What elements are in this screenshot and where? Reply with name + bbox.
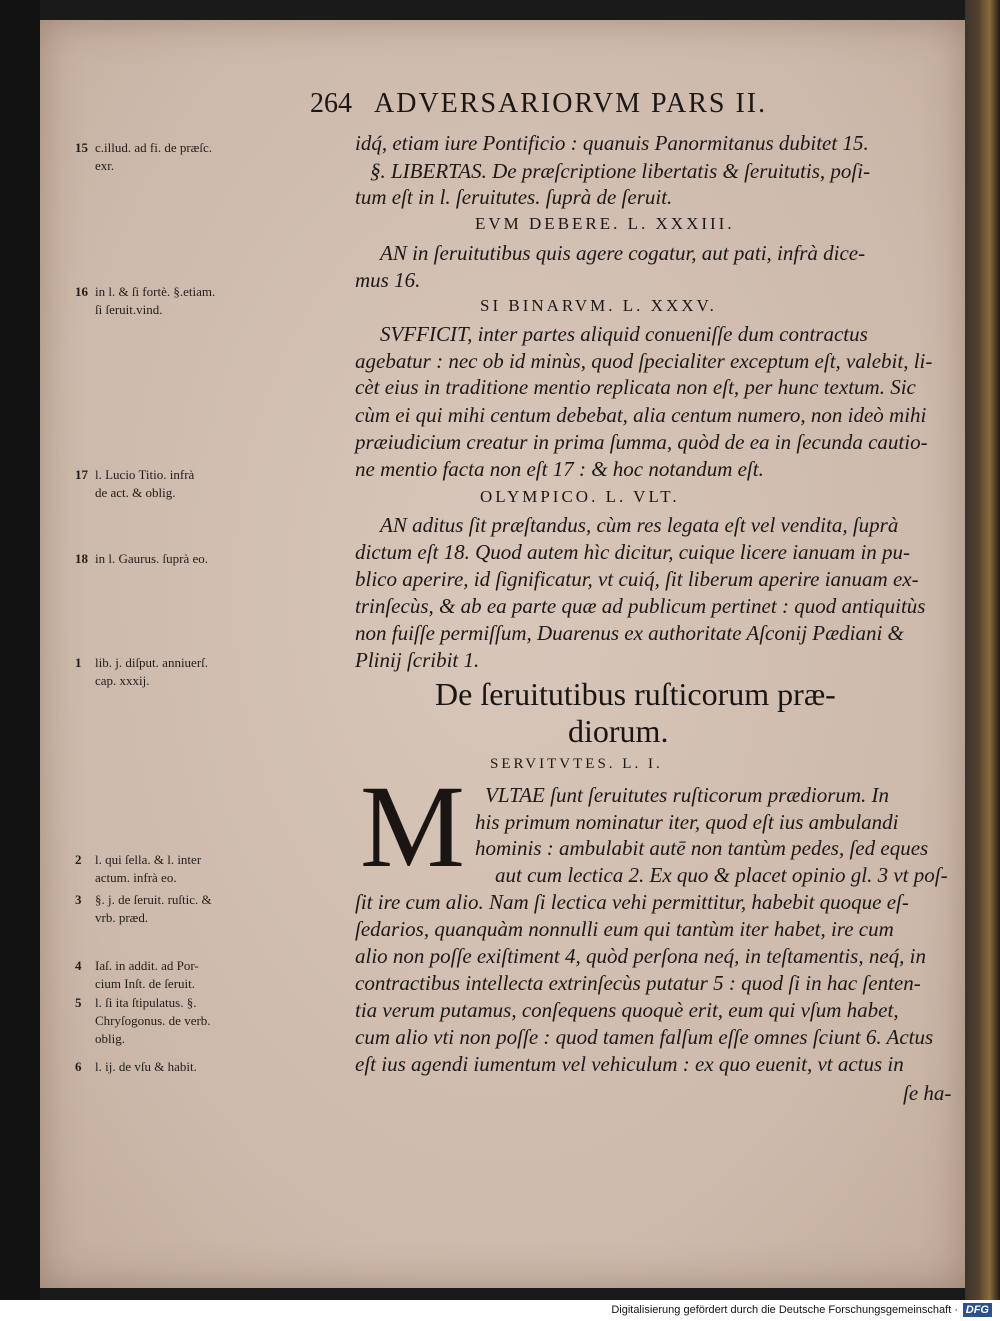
section-title-line-1: De ſeruitutibus ruſticorum præ- <box>435 676 836 712</box>
margin-note <box>75 655 208 671</box>
margin-note <box>95 673 150 689</box>
note-text: l. Lucio Titio. infrà <box>95 467 195 482</box>
text-line: mus 16. <box>355 268 421 292</box>
margin-note <box>75 892 212 908</box>
note-text: in l. Gaurus. ſuprà eo. <box>95 551 209 566</box>
note-text: actum. infrà eo. <box>95 870 177 885</box>
text-line: hominis : ambulabit autē non tantùm pedes, ſed eques <box>475 836 929 860</box>
note-text: c.illud. ad fi. de præſc. <box>95 140 212 155</box>
running-head <box>310 88 910 120</box>
funding-credit: Digitalisierung gefördert durch die Deutsche Forschungsgemeinschaft · <box>611 1304 958 1316</box>
margin-note <box>75 467 194 483</box>
text-line: §. LIBERTAS. De præſcriptione libertatis & ſeruitutis, poſi- <box>370 159 871 183</box>
note-text: ſi ſeruit.vind. <box>95 302 163 317</box>
note-text: §. j. de ſeruit. ruſtic. & <box>95 892 212 907</box>
text-line: idq́, etiam iure Pontificio : quanuis Panormitanus dubitet 15. <box>355 131 869 155</box>
text-line: tia verum putamus, conſequens quoquè erit, eum qui vſum habet, <box>355 998 899 1022</box>
book-spine-edge <box>965 0 1000 1300</box>
text-line: aut cum lectica 2. Ex quo & placet opinio gl. 3 vt poſ- <box>495 863 948 887</box>
margin-note <box>75 995 196 1011</box>
text-line: non fuiſſe permiſſum, Duarenus ex authoritate Aſconij Pædiani & <box>355 621 904 645</box>
text-line: AN aditus ſit præſtandus, cùm res legata eſt vel vendita, ſuprà <box>380 513 899 537</box>
text-line: alio non poſſe exiſtiment 4, quòd perſona neq́, in teſtamentis, neq́, in <box>355 944 926 968</box>
note-text: exr. <box>95 158 115 173</box>
note-text: vrb. præd. <box>95 910 149 925</box>
text-line: tum eſt in l. ſeruitutes. ſuprà de ſeruit. <box>355 185 673 209</box>
note-text: lib. j. diſput. anniuerſ. <box>95 655 209 670</box>
text-line: præiudicium creatur in prima ſumma, quòd de ea in ſecunda cautio- <box>355 430 928 454</box>
note-number: 5 <box>75 995 82 1010</box>
margin-note <box>95 976 195 992</box>
margin-note <box>75 958 199 974</box>
note-text: Iaſ. in addit. ad Por- <box>95 958 199 973</box>
note-text: l. qui ſella. & l. inter <box>95 852 202 867</box>
note-number: 6 <box>75 1059 82 1074</box>
law-heading: OLYMPICO. L. VLT. <box>480 487 680 506</box>
text-line: cùm ei qui mihi centum debebat, alia centum numero, non ideò mihi <box>355 403 927 427</box>
text-line: agebatur : nec ob id minùs, quod ſpecialiter exceptum eſt, valebit, li- <box>355 349 933 373</box>
text-line: ne mentio facta non eſt 17 : & hoc notandum eſt. <box>355 457 764 481</box>
note-text: in l. & ſi fortè. §.etiam. <box>95 284 216 299</box>
note-text: l. ſi ita ſtipulatus. §. <box>95 995 197 1010</box>
text-line: ſit ire cum alio. Nam ſi lectica vehi permittitur, habebit quoque eſ- <box>355 890 909 914</box>
margin-note <box>95 870 177 886</box>
text-line: SVFFICIT, inter partes aliquid conueniſſe dum contractus <box>380 322 868 346</box>
law-heading: EVM DEBERE. L. XXXIII. <box>475 214 735 233</box>
note-number: 15 <box>75 140 88 155</box>
margin-note <box>95 1031 125 1047</box>
dfg-logo: DFG <box>963 1303 992 1317</box>
margin-note <box>75 551 208 567</box>
text-line: trinſecùs, & ab ea parte quæ ad publicum pertinet : quod antiquitùs <box>355 594 926 618</box>
text-line: cum alio vti non poſſe : quod tamen falſum eſſe omnes ſciunt 6. Actus <box>355 1025 934 1049</box>
note-number: 1 <box>75 655 82 670</box>
note-number: 17 <box>75 467 88 482</box>
margin-note <box>95 1013 211 1029</box>
text-line: his primum nominatur iter, quod eſt ius ambulandi <box>475 810 899 834</box>
margin-note <box>95 302 163 318</box>
drop-cap-initial: M <box>360 761 465 892</box>
note-number: 16 <box>75 284 88 299</box>
section-title-line-2: diorum. <box>568 713 669 749</box>
margin-note <box>75 1059 197 1075</box>
text-line: blico aperire, id ſignificatur, vt cuiq́, ſit liberum aperire ianuam ex- <box>355 567 919 591</box>
margin-note <box>75 140 212 156</box>
text-line: ſedarios, quanquàm nonnulli eum qui tantùm iter habet, ire cum <box>355 917 894 941</box>
catchword: ſe ha- <box>903 1081 952 1105</box>
note-text: l. ij. de vſu & habit. <box>95 1059 197 1074</box>
law-heading: SERVITVTES. L. I. <box>490 756 663 772</box>
note-number: 2 <box>75 852 82 867</box>
text-line: AN in ſeruitutibus quis agere cogatur, aut pati, infrà dice- <box>380 241 866 265</box>
text-line: contractibus intellecta extrinſecùs putatur 5 : quod ſi in hac ſenten- <box>355 971 921 995</box>
note-text: cap. xxxij. <box>95 673 150 688</box>
margin-note <box>75 284 215 300</box>
text-line: cèt eius in traditione mentio replicata non eſt, per hunc textum. Sic <box>355 375 916 399</box>
running-title: ADVERSARIORVM PARS II. <box>374 88 768 119</box>
margin-note <box>95 910 148 926</box>
margin-note <box>95 158 114 174</box>
text-line: eſt ius agendi iumentum vel vehiculum : ex quo euenit, vt actus in <box>355 1052 904 1076</box>
page-number: 264 <box>310 88 352 119</box>
note-text: de act. & oblig. <box>95 485 176 500</box>
scan-left-edge <box>0 0 40 1300</box>
note-number: 3 <box>75 892 82 907</box>
note-number: 18 <box>75 551 88 566</box>
margin-note <box>95 485 176 501</box>
note-text: oblig. <box>95 1031 125 1046</box>
text-line: dictum eſt 18. Quod autem hìc dicitur, cuique licere ianuam in pu- <box>355 540 911 564</box>
margin-note <box>75 852 201 868</box>
text-line: VLTAE ſunt ſeruitutes ruſticorum prædiorum. In <box>485 783 890 807</box>
law-heading: SI BINARVM. L. XXXV. <box>480 296 717 315</box>
text-line: Plinij ſcribit 1. <box>355 648 480 672</box>
note-text: cium Inſt. de ſeruit. <box>95 976 196 991</box>
note-number: 4 <box>75 958 82 973</box>
book-page <box>40 20 965 1288</box>
note-text: Chryſogonus. de verb. <box>95 1013 211 1028</box>
